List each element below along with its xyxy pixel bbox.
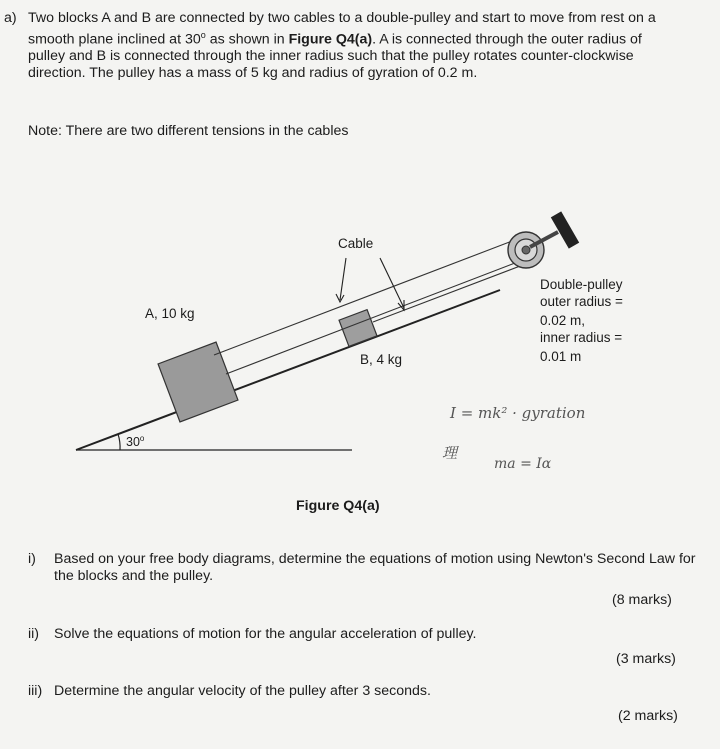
pulley-label-line-3: 0.02 m, bbox=[540, 313, 586, 328]
subquestion-number: i) bbox=[28, 551, 36, 567]
block-b-label: B, 4 kg bbox=[360, 352, 403, 367]
subquestion-number: ii) bbox=[28, 626, 40, 642]
handwritten-symbol: 理 bbox=[442, 444, 458, 462]
incline-surface bbox=[76, 290, 500, 450]
angle-arc bbox=[118, 434, 120, 450]
angle-label: 30$^o$ bbox=[126, 434, 145, 449]
handwritten-inertia-note: I = mk² · gyration bbox=[450, 404, 586, 422]
cable-label: Cable bbox=[338, 236, 374, 251]
note-text: Note: There are two different tensions in the cables bbox=[28, 123, 349, 139]
degree-symbol: o bbox=[200, 29, 206, 40]
intro-text-part1: Two blocks A and B are connected by two cables to a double-pulley and start to move from rest on a smooth plane inclined at 30 bbox=[28, 10, 656, 48]
subquestion-text: Based on your free body diagrams, determine the equations of motion using Newton's Second Law for the blocks and the pulley. bbox=[54, 551, 696, 584]
marks-label: (8 marks) bbox=[612, 592, 672, 608]
pulley-label-line-2: outer radius = bbox=[540, 294, 623, 309]
cable-pointer-2 bbox=[380, 258, 404, 308]
subquestion-number: iii) bbox=[28, 683, 43, 699]
figure-caption: Figure Q4(a) bbox=[296, 498, 380, 514]
marks-label: (2 marks) bbox=[618, 708, 678, 724]
marks-label: (3 marks) bbox=[616, 651, 676, 667]
subquestion-text: Determine the angular velocity of the pulley after 3 seconds. bbox=[54, 683, 431, 699]
handwritten-equation: ma = Iα bbox=[494, 456, 552, 472]
cable-pointer-1 bbox=[340, 258, 346, 300]
figure-reference: Figure Q4(a) bbox=[288, 31, 373, 48]
intro-text-part3: . A is connected through the outer radius of pulley and B is connected through the inner radius such that the pulley rotates counter-clockwise direction. The pulley has a mass of 5 kg and radius of gyration of 0.2 m. bbox=[28, 31, 642, 81]
question-label: a) bbox=[4, 10, 17, 26]
double-pulley bbox=[508, 211, 579, 268]
pulley-label-line-4: inner radius = bbox=[540, 330, 623, 345]
block-a-label: A, 10 kg bbox=[145, 306, 195, 321]
subquestion-text: Solve the equations of motion for the angular acceleration of pulley. bbox=[54, 626, 477, 642]
intro-text-part2: as shown in bbox=[205, 31, 289, 48]
pulley-label-line-5: 0.01 m bbox=[540, 349, 582, 364]
pulley-label-line-1: Double-pulley bbox=[540, 277, 623, 292]
block-a bbox=[158, 342, 238, 422]
